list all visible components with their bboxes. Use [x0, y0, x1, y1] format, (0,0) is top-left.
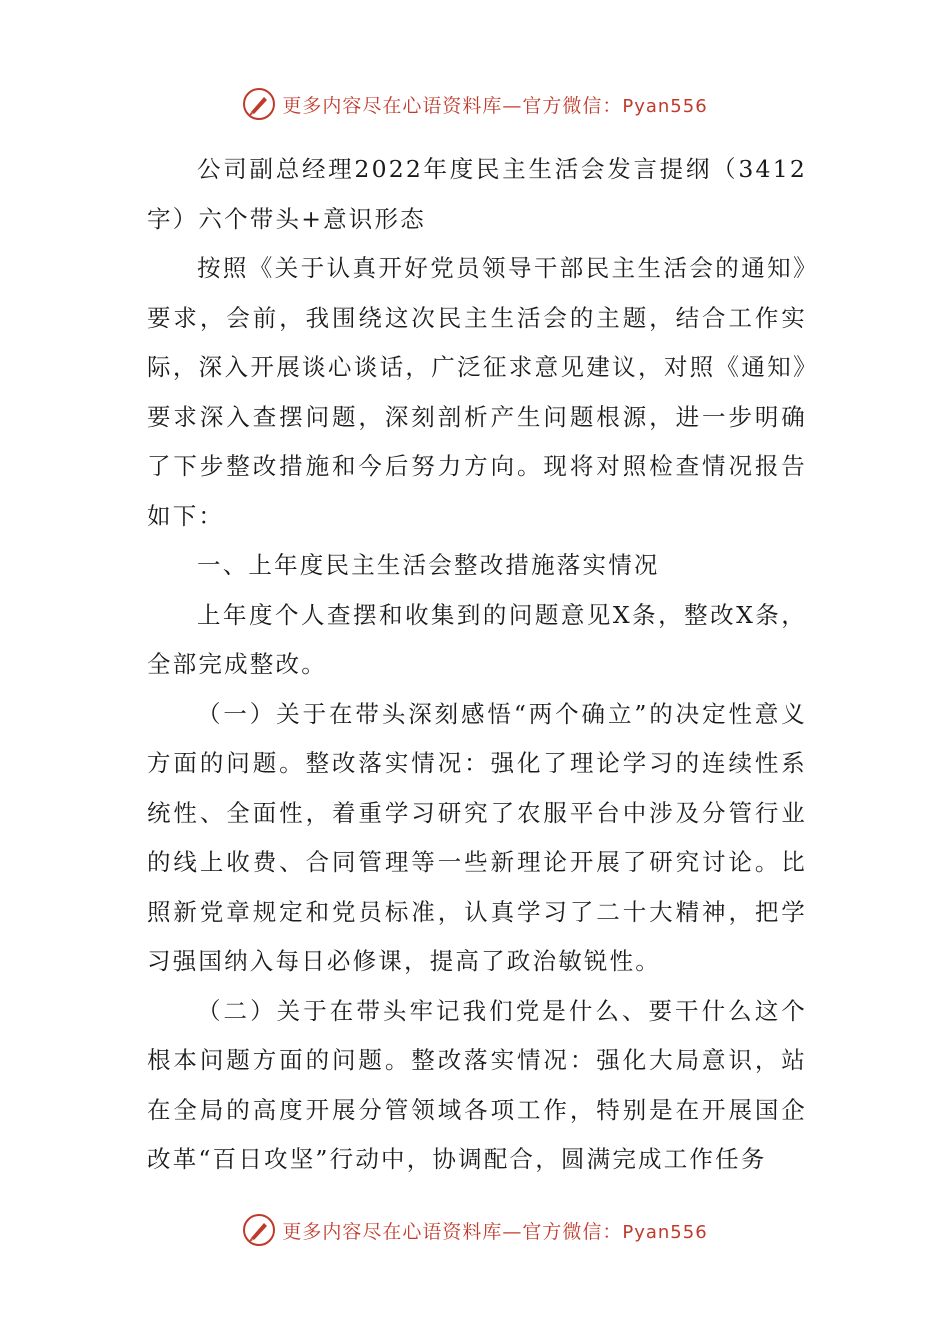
document-body: [147, 145, 807, 1185]
paragraph-summary: 上年度个人查摆和收集到的问题意见X条，整改X条，全部完成整改。: [147, 600, 807, 678]
watermark-banner-top: [0, 84, 950, 124]
watermark-banner-bottom: [0, 1210, 950, 1250]
watermark-text: 更多内容尽在心语资料库—官方微信：Pyan556: [282, 94, 708, 117]
paragraph-item-2: （二）关于在带头牢记我们党是什么、要干什么这个根本问题方面的问题。整改落实情况：强化大局意识，站在全局的高度开展分管领域各项工作，特别是在开展国企改革“百日攻坚”行动中，协调配合，圆满完成工作任务: [147, 996, 807, 1173]
paragraph-item-1: （一）关于在带头深刻感悟“两个确立”的决定性意义方面的问题。整改落实情况：强化了理论学习的连续性系统性、全面性，着重学习研究了农服平台中涉及分管行业的线上收费、合同管理等一些新理论开展了研究讨论。比照新党章规定和党员标准，认真学习了二十大精神，把学习强国纳入每日必修课，提高了政治敏锐性。: [147, 699, 807, 975]
paragraph-intro: 按照《关于认真开好党员领导干部民主生活会的通知》要求，会前，我围绕这次民主生活会的主题，结合工作实际，深入开展谈心谈话，广泛征求意见建议，对照《通知》要求深入查摆问题，深刻剖析产生问题根源，进一步明确了下步整改措施和今后努力方向。现将对照检查情况报告如下：: [147, 254, 807, 530]
document-title: 公司副总经理2022年度民主生活会发言提纲（3412字）六个带头+意识形态: [147, 155, 807, 233]
watermark-text: 更多内容尽在心语资料库—官方微信：Pyan556: [282, 1220, 708, 1243]
section-heading-1: 一、上年度民主生活会整改措施落实情况: [197, 551, 660, 579]
pen-logo-icon: [242, 87, 276, 121]
pen-logo-icon: [242, 1213, 276, 1247]
